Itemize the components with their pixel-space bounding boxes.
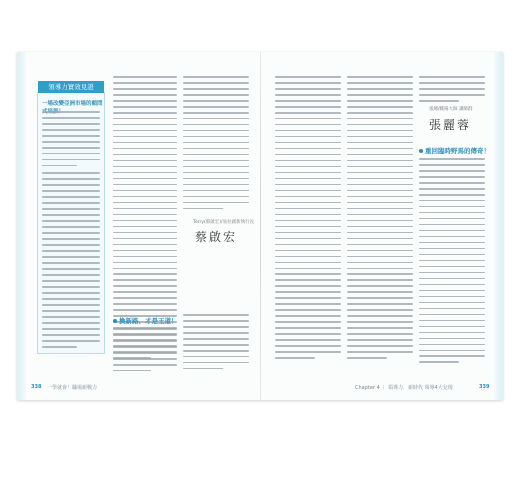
right-column-text-2 <box>347 76 413 363</box>
sidebar-box-title: 領導力實效見證 <box>38 81 104 93</box>
sidebar-box <box>37 83 105 354</box>
left-signature-caption: Terry(蔡啟宏)/易拉創新執行長 <box>193 220 255 225</box>
sidebar-box-heading: 一場改變亞洲市場的顛問 <box>42 101 103 107</box>
heading-bullet-icon <box>113 319 117 323</box>
left-page-edge <box>17 52 26 400</box>
left-footer: 一學就會！職場新戰力 <box>47 385 98 391</box>
right-column-text-1 <box>275 76 341 363</box>
left-column-text-2 <box>183 76 249 214</box>
right-section-heading: 重回臨時野馬的傳奇！ <box>419 146 490 155</box>
right-column-text-4 <box>419 158 485 367</box>
heading-bullet-icon <box>419 149 423 153</box>
page-gutter <box>260 52 261 400</box>
right-page-number: 339 <box>479 384 490 390</box>
right-signature: 張麗蓉 <box>429 118 472 132</box>
left-column-text-4 <box>113 328 177 376</box>
sidebar-box-text <box>42 111 100 352</box>
left-signature: 蔡啟宏 <box>195 230 238 244</box>
book-spread <box>17 52 503 400</box>
left-page-number: 338 <box>31 384 42 390</box>
right-footer: Chapter 4 ｜ 領導力．新時代 領導4大兌現 <box>355 385 453 391</box>
right-column-text-3 <box>419 76 485 106</box>
left-column-text-3 <box>183 314 249 374</box>
right-signature-caption: 張總/職場大師 講師群 <box>429 107 473 112</box>
left-section-heading: 換新路、才是王道！ <box>113 316 178 325</box>
right-page-edge <box>494 52 503 400</box>
